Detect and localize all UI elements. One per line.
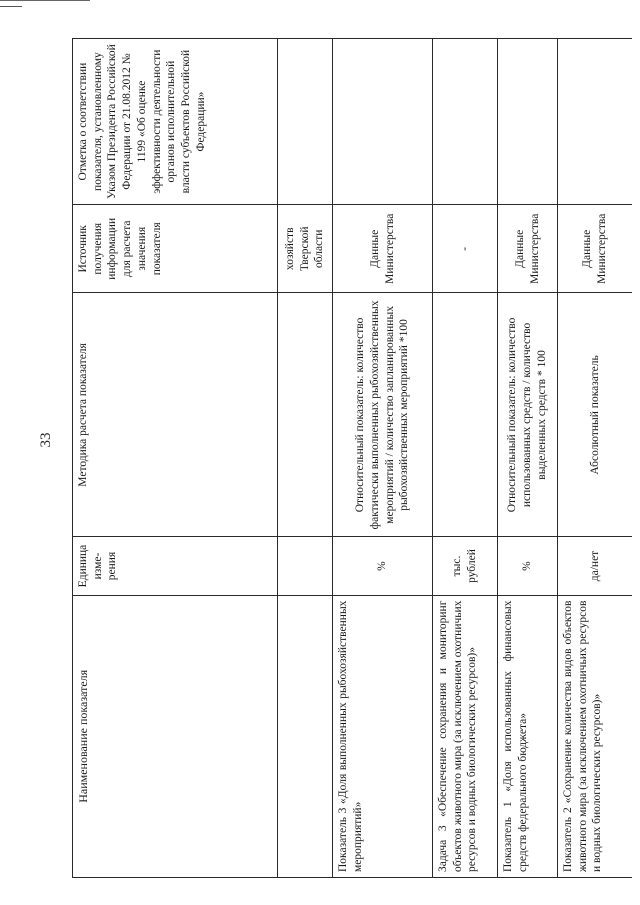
header-unit: Единица изме-рения bbox=[73, 537, 278, 595]
row-name: Показатель 1 «Доля использованных финансовых средств федерального бюджета» bbox=[498, 595, 558, 877]
row-note bbox=[558, 39, 633, 205]
header-name: Наименование показателя bbox=[73, 595, 278, 877]
row-note bbox=[278, 39, 333, 205]
row-unit: % bbox=[498, 537, 558, 595]
table-row bbox=[333, 39, 433, 878]
row-method: Относительный показатель: количество фактически выполненных рыбохозяйственных мероприятий / количество запланированных рыбохозяйственных мероприятий *100 bbox=[333, 293, 433, 537]
header-note: Отметка о соответствии показателя, установленному Указом Президента Российской Федерации от 21.08.2012 № 1199 «Об оценке эффективности деятельности органов исполнительной власти субъектов Российской Федерации» bbox=[73, 39, 278, 205]
row-unit: тыс. рублей bbox=[433, 537, 498, 595]
row-name: Показатель 3 «Доля выполненных рыбохозяйственных мероприятий» bbox=[333, 595, 433, 877]
table-row bbox=[278, 39, 333, 878]
table-row bbox=[498, 39, 558, 878]
row-method: Относительный показатель: количество использованных средств / количество выделенных средств * 100 bbox=[498, 293, 558, 537]
row-method bbox=[278, 293, 333, 537]
indicators-table bbox=[72, 38, 632, 878]
row-source: Данные Министерства bbox=[333, 205, 433, 293]
row-method bbox=[433, 293, 498, 537]
rotated-document bbox=[72, 38, 632, 878]
row-name: Показатель 2 «Сохранение количества видов объектов животного мира (за исключением охотничьих ресурсов и водных биологических ресурсов)» bbox=[558, 595, 633, 877]
row-unit: да/нет bbox=[558, 537, 633, 595]
header-source: Источник получения информации для расчета значения показателя bbox=[73, 205, 278, 293]
row-name: Задача 3 «Обеспечение сохранения и мониторинг объектов животного мира (за исключением охотничьих ресурсов и водных биологических ресурсов)» bbox=[433, 595, 498, 877]
rotated-document-content bbox=[72, 38, 632, 878]
table-row bbox=[433, 39, 498, 878]
page-number: 33 bbox=[38, 432, 54, 448]
row-source: Данные Министерства bbox=[558, 205, 633, 293]
table-row bbox=[558, 39, 633, 878]
row-source: хозяйств Тверской области bbox=[278, 205, 333, 293]
row-note bbox=[433, 39, 498, 205]
row-note bbox=[498, 39, 558, 205]
scan-corner-mark bbox=[0, 0, 22, 7]
row-source: - bbox=[433, 205, 498, 293]
row-source: Данные Министерства bbox=[498, 205, 558, 293]
table-header-row bbox=[73, 39, 278, 878]
row-method: Абсолютный показатель bbox=[558, 293, 633, 537]
row-unit bbox=[278, 537, 333, 595]
row-unit: % bbox=[333, 537, 433, 595]
header-method: Методика расчета показателя bbox=[73, 293, 278, 537]
row-note bbox=[333, 39, 433, 205]
row-name bbox=[278, 595, 333, 877]
